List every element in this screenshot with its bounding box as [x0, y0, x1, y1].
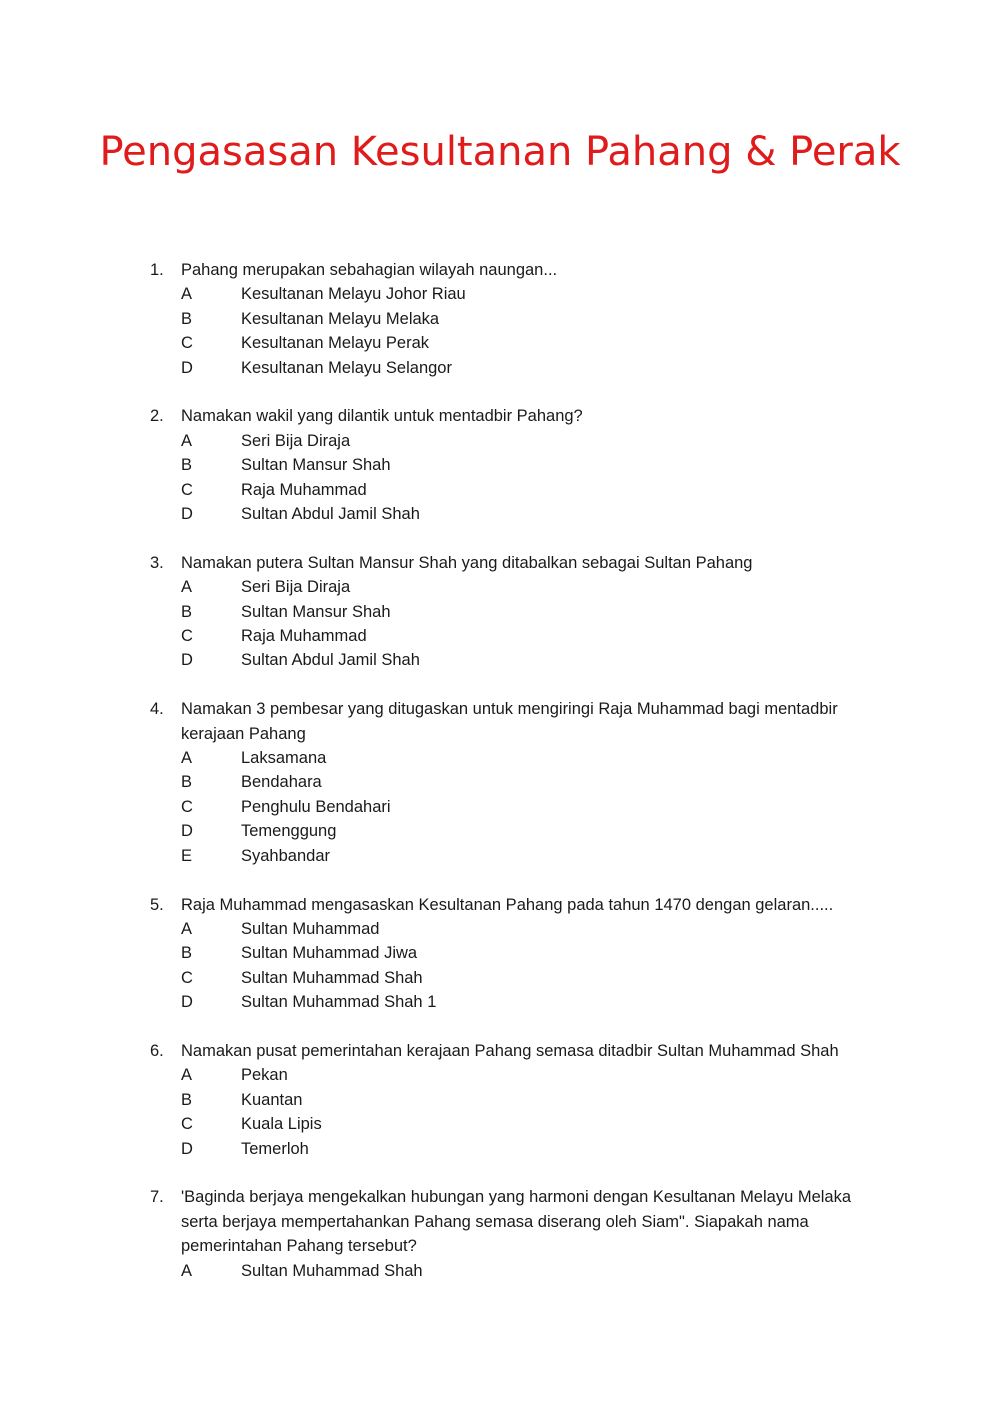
- option-letter: C: [181, 627, 193, 646]
- option-list: [150, 429, 870, 527]
- option-letter: D: [181, 651, 193, 670]
- answer-option[interactable]: [181, 624, 870, 648]
- question-row: [150, 258, 870, 282]
- answer-option[interactable]: [181, 453, 870, 477]
- option-text: Seri Bija Diraja: [241, 431, 351, 450]
- option-letter: A: [181, 285, 193, 304]
- answer-option[interactable]: [181, 746, 870, 770]
- option-text: Temerloh: [241, 1139, 309, 1158]
- option-list: [150, 1063, 870, 1161]
- answer-option[interactable]: [181, 575, 870, 599]
- answer-option[interactable]: [181, 356, 870, 380]
- option-letter: C: [181, 797, 193, 816]
- option-text: Syahbandar: [241, 846, 330, 865]
- option-list: [150, 575, 870, 673]
- question-number: 3.: [150, 553, 164, 572]
- option-letter: A: [181, 578, 193, 597]
- option-text: Kesultanan Melayu Selangor: [241, 358, 452, 377]
- option-text: Sultan Muhammad Shah 1: [241, 993, 437, 1012]
- question-row: [150, 893, 870, 917]
- option-letter: C: [181, 968, 193, 987]
- answer-option[interactable]: [181, 770, 870, 794]
- option-text: Kesultanan Melayu Perak: [241, 334, 430, 353]
- option-letter: C: [181, 480, 193, 499]
- question-text: 'Baginda berjaya mengekalkan hubungan yang harmoni dengan Kesultanan Melayu Melaka serta berjaya mempertahankan Pahang semasa diserang oleh Siam". Siapakah nama pemerintahan Pahang tersebut?: [181, 1188, 852, 1256]
- question-4: [150, 697, 870, 868]
- option-letter: D: [181, 822, 193, 841]
- option-list: [150, 746, 870, 868]
- option-text: Kesultanan Melayu Johor Riau: [241, 285, 466, 304]
- option-text: Kuantan: [241, 1090, 303, 1109]
- question-text: Namakan wakil yang dilantik untuk mentadbir Pahang?: [181, 407, 583, 426]
- option-letter: A: [181, 1066, 193, 1085]
- option-letter: B: [181, 1090, 193, 1109]
- answer-option[interactable]: [181, 429, 870, 453]
- option-letter: D: [181, 358, 193, 377]
- answer-option[interactable]: [181, 1137, 870, 1161]
- option-letter: E: [181, 846, 193, 865]
- option-list: [150, 1259, 870, 1283]
- question-text: Namakan putera Sultan Mansur Shah yang ditabalkan sebagai Sultan Pahang: [181, 553, 753, 572]
- option-letter: D: [181, 1139, 193, 1158]
- option-letter: D: [181, 505, 193, 524]
- answer-option[interactable]: [181, 990, 870, 1014]
- question-7: [150, 1185, 870, 1283]
- question-number: 7.: [150, 1188, 164, 1207]
- answer-option[interactable]: [181, 966, 870, 990]
- answer-option[interactable]: [181, 844, 870, 868]
- option-letter: D: [181, 993, 193, 1012]
- question-text: Namakan pusat pemerintahan kerajaan Pahang semasa ditadbir Sultan Muhammad Shah: [181, 1041, 839, 1060]
- option-list: [150, 917, 870, 1015]
- question-1: [150, 258, 870, 380]
- question-row: [150, 551, 870, 575]
- option-list: [150, 282, 870, 380]
- option-letter: A: [181, 749, 193, 768]
- option-letter: A: [181, 1261, 193, 1280]
- option-text: Sultan Mansur Shah: [241, 602, 391, 621]
- option-text: Sultan Abdul Jamil Shah: [241, 651, 420, 670]
- option-text: Laksamana: [241, 749, 327, 768]
- option-letter: A: [181, 431, 193, 450]
- question-number: 4.: [150, 700, 164, 719]
- option-text: Temenggung: [241, 822, 337, 841]
- answer-option[interactable]: [181, 648, 870, 672]
- option-letter: B: [181, 773, 193, 792]
- answer-option[interactable]: [181, 1088, 870, 1112]
- option-letter: B: [181, 602, 193, 621]
- answer-option[interactable]: [181, 795, 870, 819]
- answer-option[interactable]: [181, 282, 870, 306]
- question-text: Namakan 3 pembesar yang ditugaskan untuk mengiringi Raja Muhammad bagi mentadbir kerajaan Pahang: [181, 700, 838, 743]
- question-list: [150, 258, 870, 1307]
- answer-option[interactable]: [181, 307, 870, 331]
- question-row: [150, 1185, 870, 1258]
- question-row: [150, 697, 870, 746]
- question-number: 2.: [150, 407, 164, 426]
- option-text: Raja Muhammad: [241, 627, 367, 646]
- answer-option[interactable]: [181, 478, 870, 502]
- option-text: Bendahara: [241, 773, 322, 792]
- answer-option[interactable]: [181, 819, 870, 843]
- option-text: Sultan Muhammad Jiwa: [241, 944, 418, 963]
- option-text: Penghulu Bendahari: [241, 797, 391, 816]
- option-text: Sultan Muhammad Shah: [241, 968, 423, 987]
- answer-option[interactable]: [181, 331, 870, 355]
- answer-option[interactable]: [181, 917, 870, 941]
- option-letter: C: [181, 1115, 193, 1134]
- answer-option[interactable]: [181, 502, 870, 526]
- question-3: [150, 551, 870, 673]
- answer-option[interactable]: [181, 1063, 870, 1087]
- page-title: Pengasasan Kesultanan Pahang & Perak: [99, 129, 901, 175]
- answer-option[interactable]: [181, 941, 870, 965]
- option-text: Kuala Lipis: [241, 1115, 322, 1134]
- option-text: Sultan Muhammad Shah: [241, 1261, 423, 1280]
- option-text: Sultan Muhammad: [241, 919, 380, 938]
- question-number: 1.: [150, 261, 164, 279]
- option-letter: A: [181, 919, 193, 938]
- question-number: 5.: [150, 895, 164, 914]
- option-text: Kesultanan Melayu Melaka: [241, 309, 440, 328]
- question-row: [150, 404, 870, 428]
- answer-option[interactable]: [181, 1112, 870, 1136]
- option-text: Sultan Mansur Shah: [241, 456, 391, 475]
- option-text: Raja Muhammad: [241, 480, 367, 499]
- question-row: [150, 1039, 870, 1063]
- answer-option[interactable]: [181, 600, 870, 624]
- question-text: Pahang merupakan sebahagian wilayah naungan...: [181, 261, 558, 279]
- question-6: [150, 1039, 870, 1161]
- option-letter: B: [181, 309, 193, 328]
- option-letter: C: [181, 334, 193, 353]
- question-2: [150, 404, 870, 526]
- option-letter: B: [181, 944, 193, 963]
- option-text: Seri Bija Diraja: [241, 578, 351, 597]
- question-number: 6.: [150, 1041, 164, 1060]
- option-text: Pekan: [241, 1066, 288, 1085]
- option-text: Sultan Abdul Jamil Shah: [241, 505, 420, 524]
- answer-option[interactable]: [181, 1259, 870, 1283]
- question-5: [150, 893, 870, 1015]
- option-letter: B: [181, 456, 193, 475]
- question-text: Raja Muhammad mengasaskan Kesultanan Pahang pada tahun 1470 dengan gelaran.....: [181, 895, 834, 914]
